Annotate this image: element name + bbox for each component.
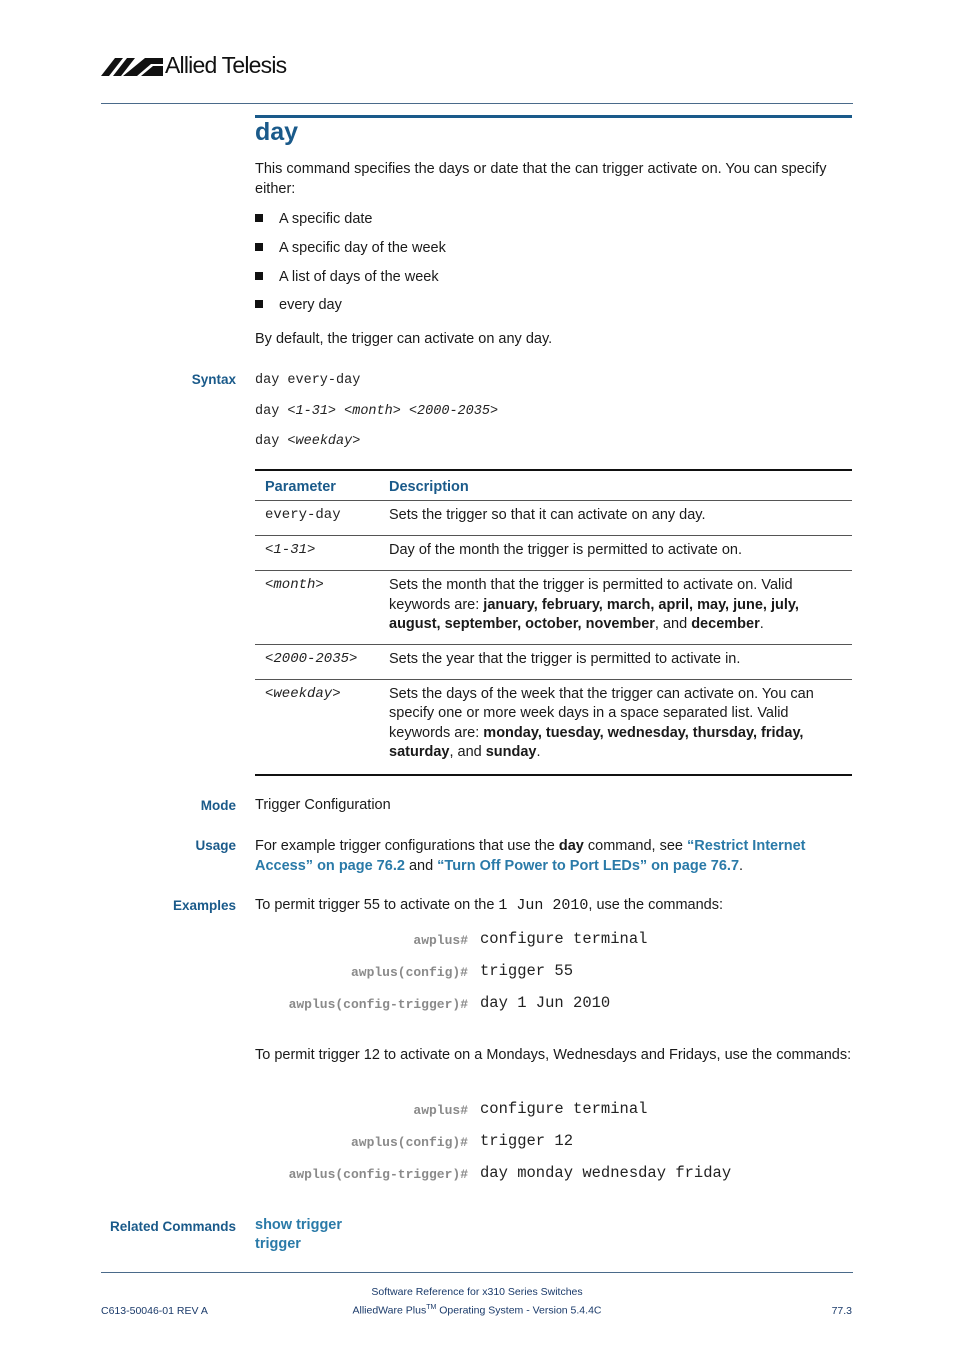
related-link-show-trigger[interactable]: show trigger xyxy=(255,1217,343,1233)
bullet-square-icon xyxy=(255,214,263,222)
cli-command: trigger 12 xyxy=(480,1132,574,1150)
usage-paragraph: For example trigger configurations that use the day command, see “Restrict Internet Access” on page 76.2 and “Turn Off Power to Port LEDs” on page 76.7. xyxy=(255,838,806,874)
cli-command: trigger 55 xyxy=(480,962,574,980)
cli-prompt: awplus# xyxy=(413,1103,468,1118)
desc-cell: Day of the month the trigger is permitted to activate on. xyxy=(379,536,852,571)
bullet-item: A list of days of the week xyxy=(255,269,439,285)
table-row xyxy=(255,680,852,775)
param-cell: <2000-2035> xyxy=(255,645,379,680)
footer-doc-id: C613-50046-01 REV A xyxy=(101,1305,208,1317)
bullet-square-icon xyxy=(255,272,263,280)
example-1-intro: To permit trigger 55 to activate on the 1 Jun 2010, use the commands: xyxy=(255,897,724,914)
cli-prompt: awplus(config-trigger)# xyxy=(288,997,468,1012)
related-commands-label: Related Commands xyxy=(109,1219,236,1234)
title-rule xyxy=(255,115,852,118)
examples-label: Examples xyxy=(172,898,236,913)
brand-name: Allied Telesis xyxy=(165,52,287,78)
footer-rule xyxy=(101,1272,853,1273)
bullet-item: every day xyxy=(255,297,342,313)
mode-text: Trigger Configuration xyxy=(255,797,391,813)
desc-cell: Sets the year that the trigger is permitted to activate in. xyxy=(379,645,852,680)
restrict-internet-access-link[interactable]: “Restrict Internet Access” on page 76.2 xyxy=(255,838,806,874)
param-cell: <1-31> xyxy=(255,536,379,571)
bullet-item: A specific day of the week xyxy=(255,240,446,256)
intro-paragraph: This command specifies the days or date that the can trigger activate on. You can specify either: xyxy=(255,161,827,197)
footer-title: Software Reference for x310 Series Switches xyxy=(371,1286,583,1298)
cli-prompt: awplus(config)# xyxy=(350,965,468,980)
brand-logo xyxy=(101,52,301,80)
param-cell: <weekday> xyxy=(265,686,341,703)
mode-label: Mode xyxy=(200,798,236,813)
bullet-item: A specific date xyxy=(255,211,373,227)
column-header-description: Description xyxy=(379,470,852,501)
cli-command: day monday wednesday friday xyxy=(480,1164,732,1182)
footer-os-version: AlliedWare Plus™ Operating System - Version 5.4.4C xyxy=(352,1304,602,1317)
cli-prompt: awplus(config-trigger)# xyxy=(288,1167,468,1182)
table-row xyxy=(255,501,852,536)
table-row xyxy=(255,645,852,680)
bullet-square-icon xyxy=(255,300,263,308)
bullet-square-icon xyxy=(255,243,263,251)
footer-page-number: 77.3 xyxy=(831,1305,852,1317)
table-row xyxy=(255,571,852,645)
param-cell: <month> xyxy=(255,571,379,645)
example-2-intro: To permit trigger 12 to activate on a Mondays, Wednesdays and Fridays, use the commands: xyxy=(255,1047,852,1063)
related-link-trigger[interactable]: trigger xyxy=(255,1236,301,1252)
table-header-row xyxy=(255,470,852,501)
header-rule xyxy=(101,103,853,104)
column-header-parameter: Parameter xyxy=(255,470,379,501)
turn-off-power-leds-link[interactable]: “Turn Off Power to Port LEDs” on page 76.7 xyxy=(437,858,740,874)
desc-cell: Sets the month that the trigger is permitted to activate on. Valid keywords are: january, february, march, april, may, june, july, august, september, october, november, and december. xyxy=(379,571,852,645)
usage-label: Usage xyxy=(195,838,236,853)
default-paragraph: By default, the trigger can activate on any day. xyxy=(255,331,553,347)
cli-command: configure terminal xyxy=(480,1100,648,1118)
cli-prompt: awplus# xyxy=(413,933,468,948)
desc-cell: Sets the trigger so that it can activate on any day. xyxy=(379,501,852,536)
page-title: day xyxy=(255,118,299,146)
allied-telesis-logo-icon xyxy=(101,55,163,77)
table-row xyxy=(255,536,852,571)
syntax-label: Syntax xyxy=(191,372,236,387)
cli-command: configure terminal xyxy=(480,930,648,948)
syntax-line-2: day <1-31> <month> <2000-2035> xyxy=(255,404,499,419)
cli-command: day 1 Jun 2010 xyxy=(480,994,611,1012)
cli-prompt: awplus(config)# xyxy=(350,1135,468,1150)
parameter-table xyxy=(255,469,852,776)
param-cell: every-day xyxy=(255,501,379,536)
desc-cell: Sets the days of the week that the trigger can activate on. You can specify one or more week days in a space separated list. Valid keywords are: monday, tuesday, wednesday, thursday, friday, saturday, and sunday. xyxy=(389,686,814,760)
syntax-line-3: day <weekday> xyxy=(255,434,361,449)
syntax-line-1: day every-day xyxy=(255,373,361,388)
